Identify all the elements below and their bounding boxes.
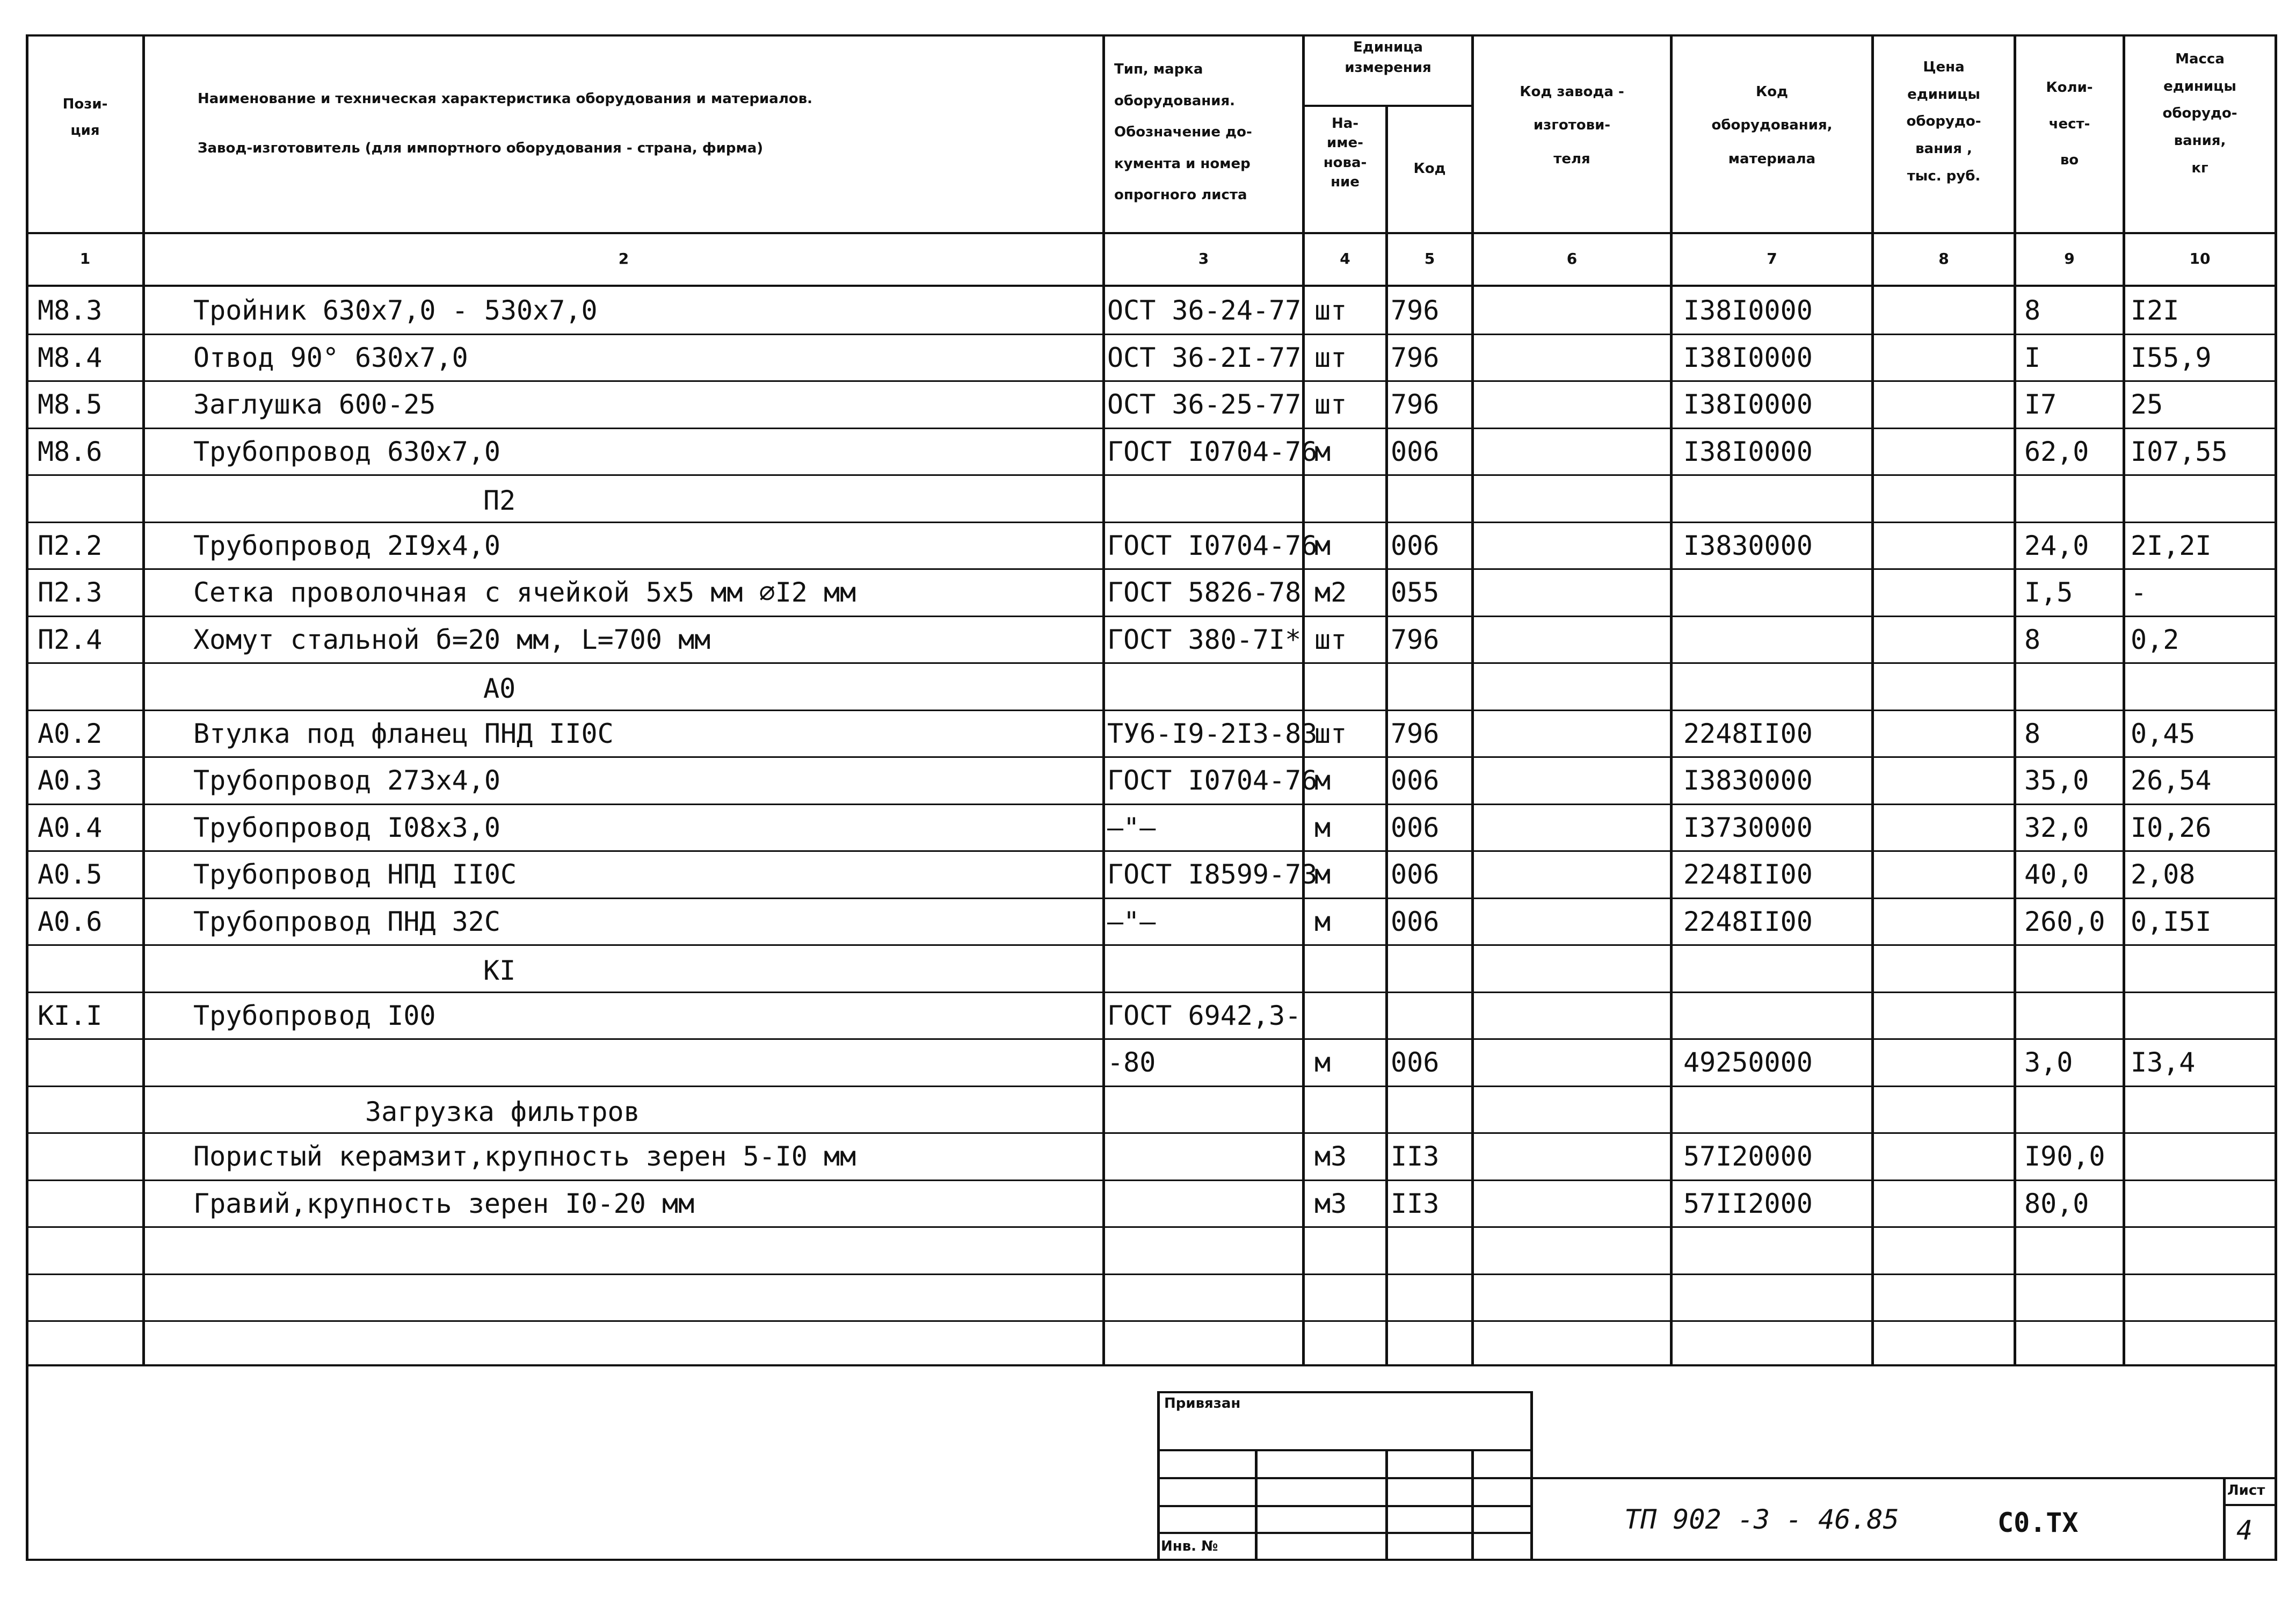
colnum: 7: [1767, 250, 1777, 267]
row-rule: [26, 568, 2276, 570]
stamp-rule: [1157, 1505, 1533, 1507]
row-document: ГОСТ I0704-76: [1107, 530, 1318, 561]
row-name: Тройник 630х7,0 - 530х7,0: [193, 295, 598, 326]
row-unit-code: 796: [1391, 342, 1440, 373]
row-position: А0.5: [38, 859, 103, 890]
row-rule: [26, 710, 2276, 711]
header-qty: Коли- чест- во: [2046, 79, 2093, 169]
col-rule: [142, 34, 145, 1366]
row-mass: 0,2: [2131, 624, 2179, 655]
col-rule: [2123, 34, 2125, 1366]
row-quantity: 3,0: [2024, 1047, 2073, 1078]
row-name: Пористый керамзит,крупность зерен 5-I0 мм: [193, 1141, 856, 1172]
colnum: 5: [1424, 250, 1435, 267]
stamp-rule: [1385, 1449, 1388, 1561]
row-rule: [26, 992, 2276, 993]
row-name: Трубопровод НПД II0С: [193, 859, 517, 890]
row-mass: I2I: [2131, 295, 2179, 326]
row-rule: [26, 944, 2276, 946]
row-rule: [26, 1274, 2276, 1275]
row-item-code: 2248II00: [1683, 718, 1813, 749]
row-unit-code: 006: [1391, 530, 1440, 561]
row-name: Трубопровод 630х7,0: [193, 436, 500, 467]
col-rule: [2014, 34, 2016, 1366]
row-document: -80: [1107, 1047, 1156, 1078]
row-mass: 26,54: [2131, 765, 2212, 796]
section-heading: А0: [483, 673, 516, 704]
row-position: П2.3: [38, 577, 103, 608]
frame-bottom: [26, 1559, 2276, 1561]
row-document: ОСТ 36-25-77: [1107, 389, 1302, 420]
list-label: Лист: [2227, 1482, 2265, 1499]
row-unit: м: [1314, 812, 1331, 843]
row-rule: [26, 662, 2276, 664]
row-rule: [26, 1180, 2276, 1181]
row-unit-code: 055: [1391, 577, 1440, 608]
row-name: Трубопровод 273х4,0: [193, 765, 500, 796]
colnum: 2: [618, 250, 629, 267]
colnum-bottom-rule: [26, 285, 2276, 287]
row-unit-code: 796: [1391, 389, 1440, 420]
col-rule: [1670, 34, 1673, 1366]
row-rule: [26, 804, 2276, 805]
row-rule: [26, 616, 2276, 617]
row-document: ГОСТ I0704-76: [1107, 436, 1318, 467]
colnum: 6: [1566, 250, 1578, 267]
row-rule: [26, 1132, 2276, 1134]
row-item-code: I3830000: [1683, 765, 1813, 796]
row-position: М8.4: [38, 342, 103, 373]
row-name: Отвод 90° 630х7,0: [193, 342, 468, 373]
row-rule: [26, 334, 2276, 335]
header-name-line1: Наименование и техническая характеристика оборудования и материалов.: [198, 91, 813, 107]
row-unit-code: 006: [1391, 1047, 1440, 1078]
row-document: —"—: [1107, 906, 1156, 937]
row-position: М8.5: [38, 389, 103, 420]
col-rule: [1302, 34, 1305, 1366]
row-mass: -: [2131, 577, 2147, 608]
row-rule: [26, 474, 2276, 476]
stamp-rule: [1157, 1477, 2277, 1479]
row-document: ОСТ 36-2I-77: [1107, 342, 1302, 373]
colnum: 9: [2064, 250, 2075, 267]
row-rule: [26, 380, 2276, 382]
col-rule: [1471, 34, 1474, 1366]
row-position: А0.6: [38, 906, 103, 937]
row-quantity: I: [2024, 342, 2041, 373]
row-rule: [26, 428, 2276, 429]
row-rule: [26, 850, 2276, 852]
header-position: Пози- ция: [62, 96, 108, 139]
row-unit: м: [1314, 859, 1331, 890]
row-document: ГОСТ I8599-73: [1107, 859, 1318, 890]
colnum: 3: [1198, 250, 1209, 267]
row-unit: шт: [1314, 718, 1347, 749]
stamp-rule: [2223, 1504, 2277, 1506]
header-mass: Масса единицы оборудо- вания, кг: [2162, 51, 2237, 176]
row-item-code: I3730000: [1683, 812, 1813, 843]
row-rule: [26, 1086, 2276, 1087]
row-unit: м3: [1314, 1141, 1347, 1172]
row-mass: I55,9: [2131, 342, 2212, 373]
row-unit-code: 006: [1391, 812, 1440, 843]
row-quantity: 80,0: [2024, 1188, 2089, 1219]
row-unit: шт: [1314, 389, 1347, 420]
row-document: ГОСТ I0704-76: [1107, 765, 1318, 796]
row-rule: [26, 1226, 2276, 1228]
colnum: 1: [79, 250, 91, 267]
row-name: Гравий,крупность зерен I0-20 мм: [193, 1188, 695, 1219]
row-mass: 2I,2I: [2131, 530, 2212, 561]
row-item-code: I3830000: [1683, 530, 1813, 561]
row-document: ОСТ 36-24-77: [1107, 295, 1302, 326]
stamp-rule: [1157, 1449, 1533, 1451]
row-position: П2.4: [38, 624, 103, 655]
row-name: Трубопровод I00: [193, 1000, 436, 1031]
row-mass: I3,4: [2131, 1047, 2196, 1078]
row-unit: м: [1314, 906, 1331, 937]
row-unit-code: II3: [1391, 1188, 1440, 1219]
stamp-rule: [1157, 1391, 1533, 1393]
row-unit-code: 006: [1391, 765, 1440, 796]
row-document: ГОСТ 380-7I*: [1107, 624, 1302, 655]
row-unit: шт: [1314, 295, 1347, 326]
row-name: Трубопровод I08х3,0: [193, 812, 500, 843]
row-quantity: 8: [2024, 295, 2041, 326]
inv-label: Инв. №: [1161, 1538, 1218, 1554]
col-rule: [1385, 105, 1388, 1366]
row-item-code: 2248II00: [1683, 906, 1813, 937]
row-position: П2.2: [38, 530, 103, 561]
sheet-code: С0.ТХ: [1997, 1507, 2079, 1538]
header-type: Тип, марка оборудования. Обозначение до- кумента и номер опрогного листа: [1114, 61, 1252, 203]
section-heading: П2: [483, 485, 516, 516]
row-document: ГОСТ 5826-78: [1107, 577, 1302, 608]
row-item-code: I38I0000: [1683, 389, 1813, 420]
row-item-code: 49250000: [1683, 1047, 1813, 1078]
colnum: 4: [1340, 250, 1350, 267]
row-item-code: 2248II00: [1683, 859, 1813, 890]
table-bottom-rule: [26, 1364, 2276, 1366]
row-quantity: 24,0: [2024, 530, 2089, 561]
row-rule: [26, 522, 2276, 523]
row-name: Втулка под фланец ПНД II0С: [193, 718, 614, 749]
row-quantity: 8: [2024, 718, 2041, 749]
stamp-rule: [1471, 1449, 1474, 1561]
row-position: А0.4: [38, 812, 103, 843]
row-name: Хомут стальной б=20 мм, L=700 мм: [193, 624, 711, 655]
row-unit: м: [1314, 765, 1331, 796]
colnum: 8: [1938, 250, 1949, 267]
row-rule: [26, 756, 2276, 758]
row-mass: 0,45: [2131, 718, 2196, 749]
row-mass: I0,26: [2131, 812, 2212, 843]
row-item-code: I38I0000: [1683, 295, 1813, 326]
row-quantity: 35,0: [2024, 765, 2089, 796]
header-price: Цена единицы оборудо- вания , тыс. руб.: [1906, 59, 1981, 184]
row-mass: 2,08: [2131, 859, 2196, 890]
row-unit-code: II3: [1391, 1141, 1440, 1172]
row-unit: м: [1314, 530, 1331, 561]
row-name: Заглушка 600-25: [193, 389, 436, 420]
header-bottom-rule: [26, 232, 2276, 234]
header-unit: Единица измерения: [1345, 39, 1432, 76]
row-item-code: 57I20000: [1683, 1141, 1813, 1172]
stamp-rule: [2223, 1477, 2226, 1561]
row-quantity: I90,0: [2024, 1141, 2105, 1172]
header-unit-code: Код: [1413, 161, 1446, 177]
row-unit: шт: [1314, 342, 1347, 373]
row-unit-code: 796: [1391, 624, 1440, 655]
row-unit: м2: [1314, 577, 1347, 608]
row-rule: [26, 1320, 2276, 1322]
stamp-rule: [1255, 1449, 1258, 1561]
row-quantity: 40,0: [2024, 859, 2089, 890]
row-unit-code: 006: [1391, 859, 1440, 890]
row-position: А0.2: [38, 718, 103, 749]
row-item-code: 57II2000: [1683, 1188, 1813, 1219]
row-name: Трубопровод ПНД 32С: [193, 906, 500, 937]
row-quantity: I,5: [2024, 577, 2073, 608]
stamp-rule: [1530, 1391, 1533, 1561]
header-subrule: [1302, 105, 1471, 107]
header-name-line2: Завод-изготовитель (для импортного оборудования - страна, фирма): [198, 140, 764, 156]
row-unit-code: 006: [1391, 906, 1440, 937]
frame-right: [2275, 34, 2277, 1561]
project-number: ТП 902 -3 - 46.85: [1624, 1504, 1899, 1535]
row-unit-code: 006: [1391, 436, 1440, 467]
row-position: А0.3: [38, 765, 103, 796]
row-document: ТУ6-I9-2I3-83: [1107, 718, 1318, 749]
colnum: 10: [2189, 250, 2211, 267]
row-mass: I07,55: [2131, 436, 2228, 467]
list-number: 4: [2236, 1515, 2253, 1546]
row-mass: 0,I5I: [2131, 906, 2212, 937]
row-document: ГОСТ 6942,3-: [1107, 1000, 1302, 1031]
header-item-code: Код оборудования, материала: [1711, 84, 1833, 167]
row-item-code: I38I0000: [1683, 342, 1813, 373]
row-position: М8.3: [38, 295, 103, 326]
section-heading: Загрузка фильтров: [365, 1096, 640, 1127]
row-quantity: 8: [2024, 624, 2041, 655]
stamp-rule: [1157, 1532, 1533, 1534]
row-rule: [26, 1038, 2276, 1040]
row-unit: м3: [1314, 1188, 1347, 1219]
col-rule: [1102, 34, 1105, 1366]
row-mass: 25: [2131, 389, 2163, 420]
row-unit-code: 796: [1391, 718, 1440, 749]
row-quantity: I7: [2024, 389, 2057, 420]
row-rule: [26, 898, 2276, 899]
frame-top: [26, 34, 2276, 37]
stamp-rule: [1157, 1391, 1160, 1561]
header-unit-name: На- име- нова- ние: [1323, 115, 1367, 191]
row-item-code: I38I0000: [1683, 436, 1813, 467]
row-document: —"—: [1107, 812, 1156, 843]
col-rule: [1871, 34, 1874, 1366]
row-unit: шт: [1314, 624, 1347, 655]
row-quantity: 32,0: [2024, 812, 2089, 843]
row-name: Трубопровод 2I9х4,0: [193, 530, 500, 561]
row-position: КI.I: [38, 1000, 103, 1031]
row-unit: м: [1314, 1047, 1331, 1078]
privyazan-label: Привязан: [1164, 1395, 1241, 1412]
header-factory-code: Код завода - изготови- теля: [1520, 84, 1624, 167]
row-position: М8.6: [38, 436, 103, 467]
row-quantity: 260,0: [2024, 906, 2105, 937]
row-unit-code: 796: [1391, 295, 1440, 326]
row-name: Сетка проволочная с ячейкой 5х5 мм ∅I2 мм: [193, 577, 856, 608]
row-quantity: 62,0: [2024, 436, 2089, 467]
section-heading: КI: [483, 955, 516, 986]
row-unit: м: [1314, 436, 1331, 467]
